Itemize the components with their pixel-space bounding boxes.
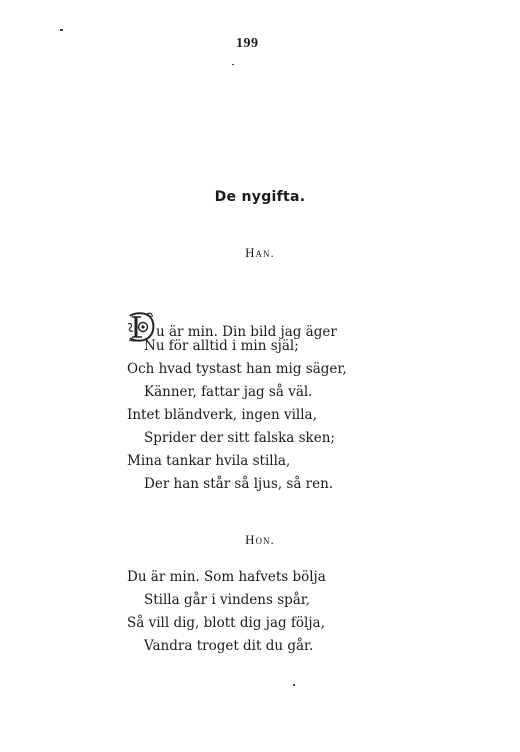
verse-line: Stilla går i vindens spår, [144,592,311,608]
verse-line: Mina tankar hvila stilla, [127,453,291,469]
print-speck [232,64,234,65]
verse-line: Känner, fattar jag så väl. [144,384,313,400]
speaker-han: Han. [245,245,275,260]
stanza-han [127,312,347,496]
speaker-hon: Hon. [245,532,275,547]
verse-line: Nu för alltid i min själ; [144,338,299,354]
verse-line: Och hvad tystast han mig säger, [127,361,347,377]
stanza-hon [127,566,326,658]
print-speck [293,684,295,686]
verse-line: Du är min. Som hafvets bölja [127,569,326,585]
verse-line: Vandra troget dit du går. [144,638,314,654]
verse-line: Intet bländverk, ingen villa, [127,407,317,423]
poem-title: De nygifta. [214,189,306,205]
verse-line: Sprider der sitt falska sken; [144,430,335,446]
verse-line: Så vill dig, blott dig jag följa, [127,615,325,631]
print-speck [60,29,63,31]
verse-line [127,312,347,340]
verse-line: Der han står så ljus, så ren. [144,476,334,492]
first-line-text: u är min. Din bild jag äger [156,324,337,340]
page-number: 199 [236,36,259,51]
